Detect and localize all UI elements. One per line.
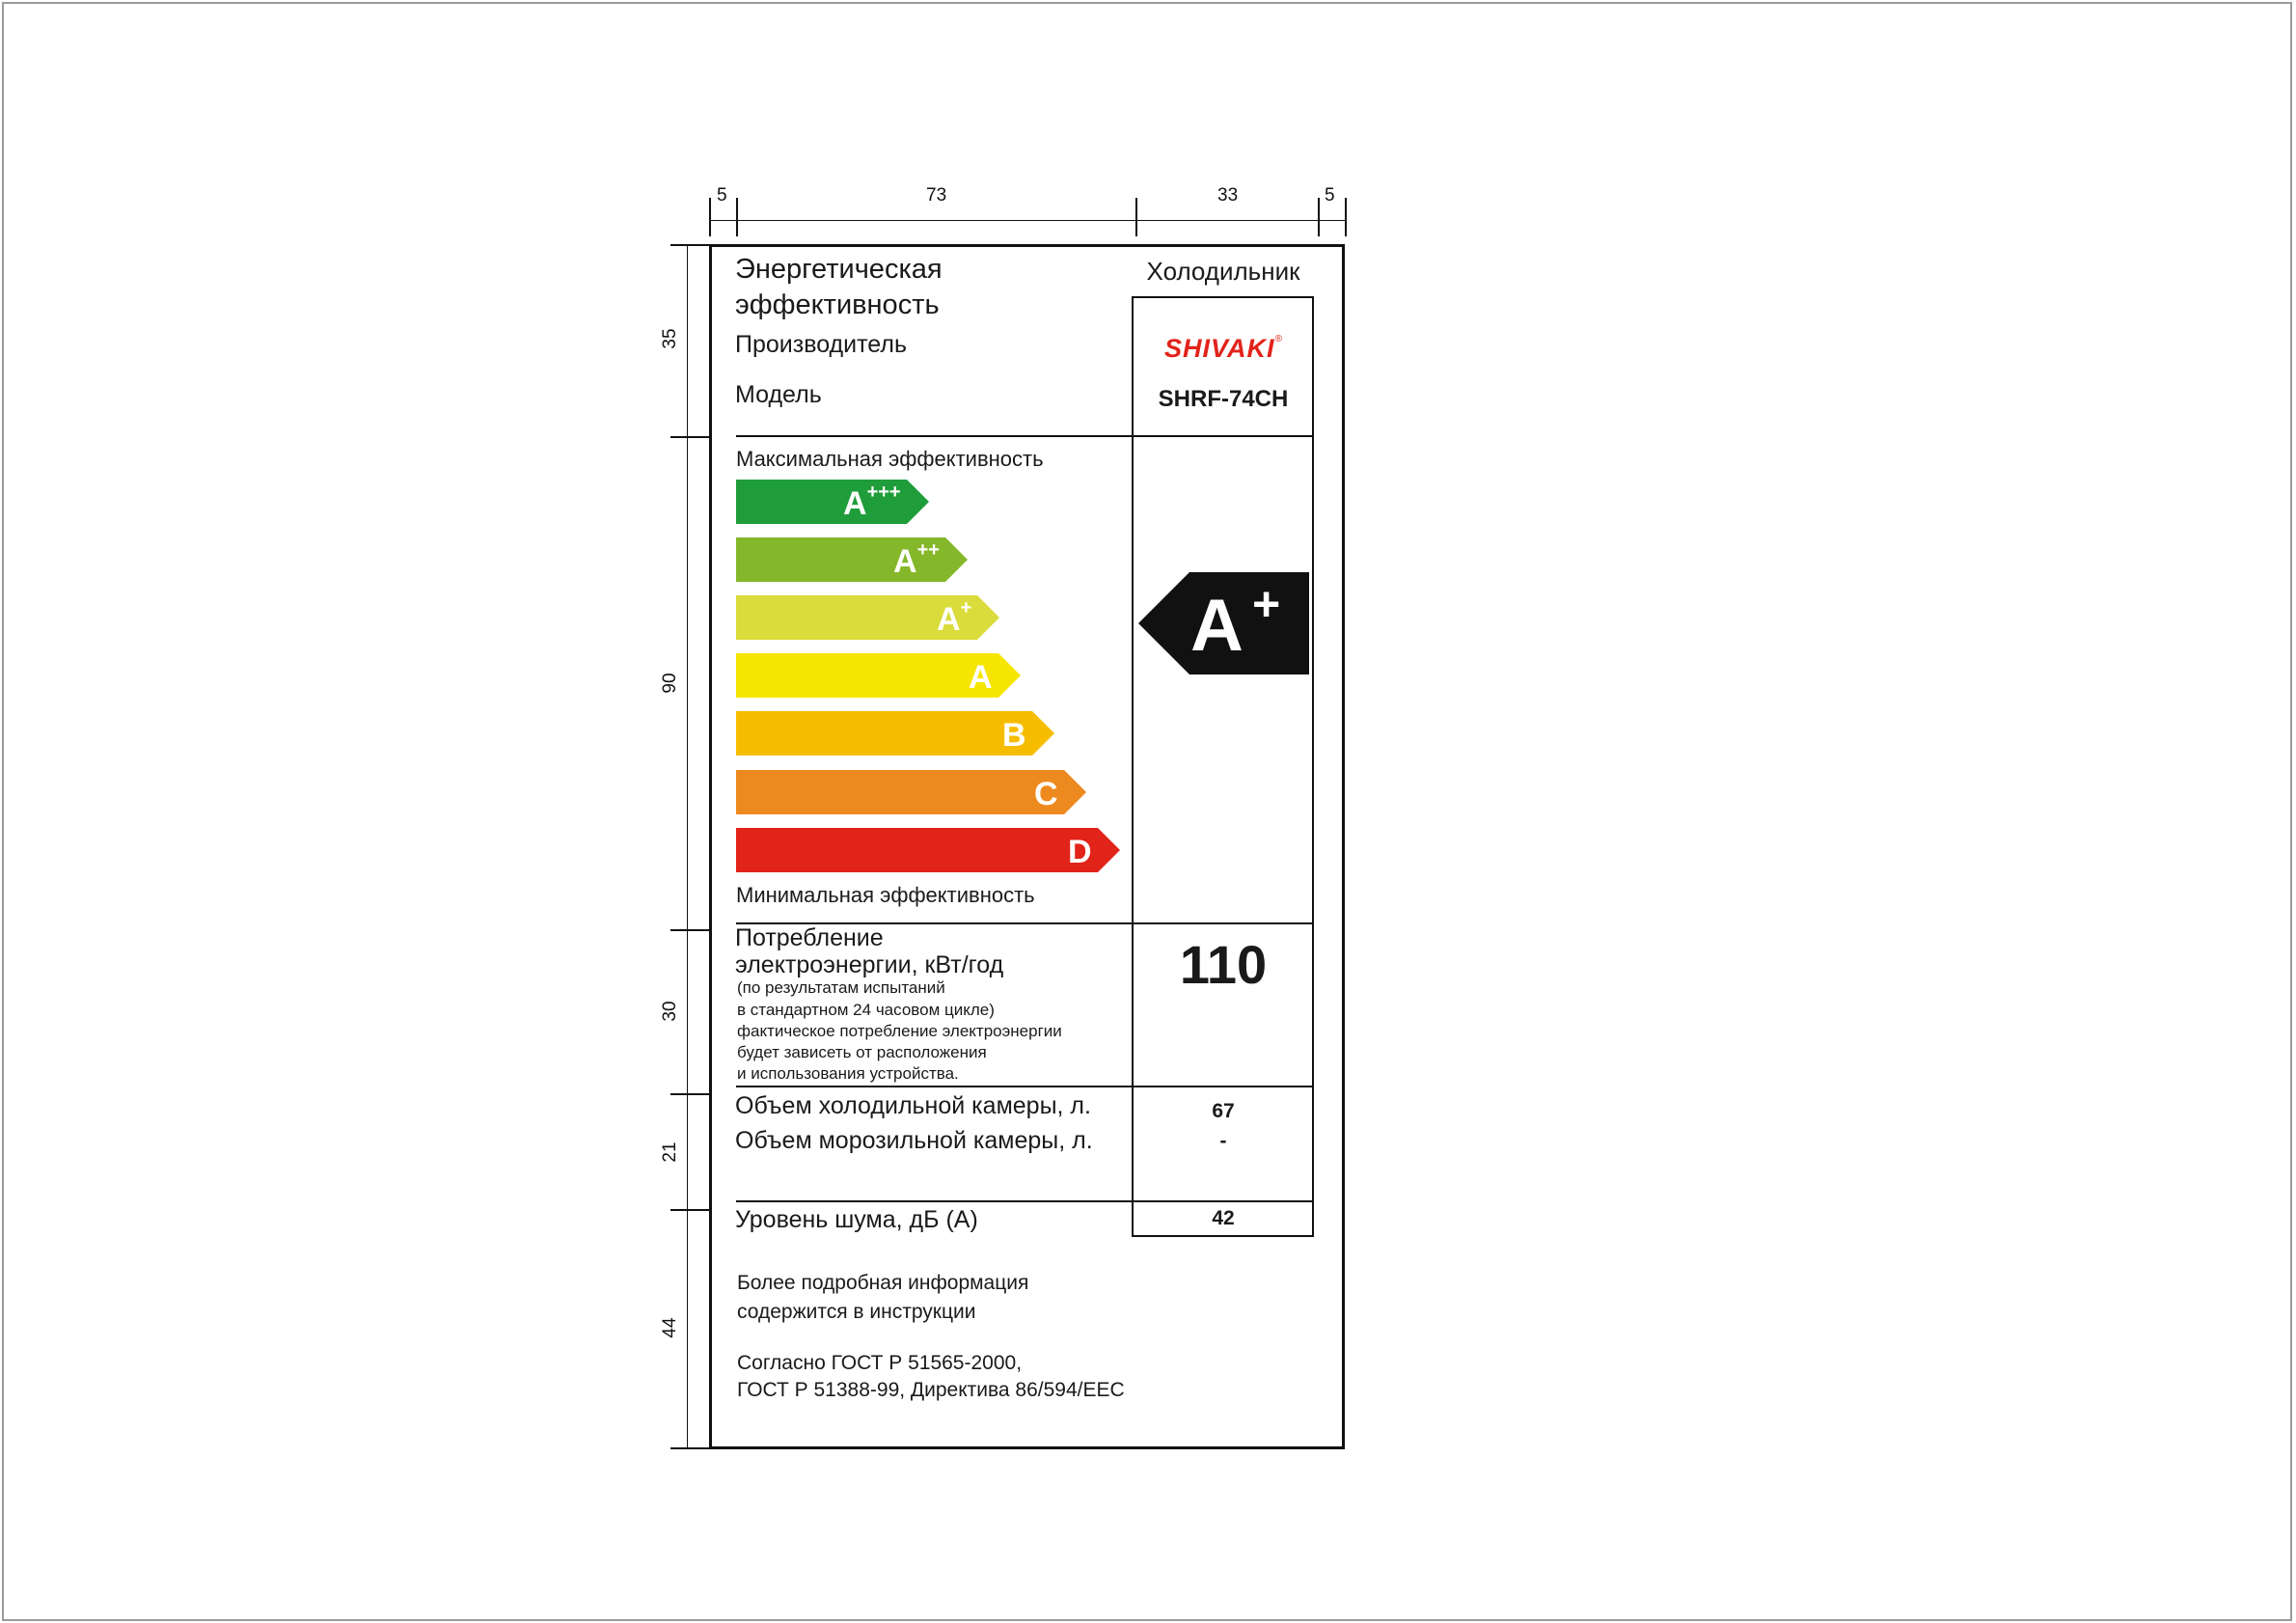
rating-indicator	[1138, 572, 1309, 674]
standards-line1: Согласно ГОСТ Р 51565-2000,	[737, 1352, 1023, 1374]
efficiency-class-letter: A	[969, 659, 993, 696]
value-column-right-border	[1312, 296, 1314, 1237]
efficiency-class-label	[937, 597, 972, 639]
consumption-note-line3: фактическое потребление электроэнергии	[737, 1022, 1062, 1040]
consumption-label-line1: Потребление	[735, 924, 884, 951]
efficiency-class-label	[893, 539, 940, 581]
value-column-left-border	[1132, 296, 1134, 1237]
dim-top-main: 73	[926, 185, 947, 206]
efficiency-class-label	[843, 481, 901, 523]
consumption-note-line5: и использования устройства.	[737, 1064, 959, 1083]
consumption-value: 110	[1179, 934, 1268, 995]
efficiency-class-letter: D	[1068, 834, 1092, 870]
info-line1: Более подробная информация	[737, 1272, 1029, 1294]
dim-tick	[1318, 198, 1320, 236]
dim-left-scale: 90	[660, 673, 680, 694]
efficiency-class-label	[1068, 834, 1092, 871]
dim-top-right-margin: 5	[1325, 185, 1335, 206]
efficiency-class-letter: A	[937, 601, 961, 638]
efficiency-class-bar	[736, 537, 968, 582]
standards-line2: ГОСТ Р 51388-99, Директива 86/594/EEC	[737, 1379, 1125, 1401]
divider-consumption	[736, 1086, 1314, 1087]
consumption-note-line4: будет зависеть от расположения	[737, 1043, 987, 1061]
dim-left-footer: 44	[660, 1317, 680, 1338]
efficiency-class-bar	[736, 480, 929, 524]
efficiency-class-label	[1034, 776, 1058, 813]
efficiency-class-bar	[736, 595, 999, 640]
efficiency-class-bar	[736, 770, 1086, 814]
dim-tick	[670, 244, 709, 246]
brand-registered-mark: ®	[1274, 334, 1282, 344]
dim-tick	[1135, 198, 1137, 236]
efficiency-class-arrow	[736, 828, 1120, 872]
efficiency-class-bar	[736, 711, 1054, 756]
model-value: SHRF-74CH	[1158, 386, 1289, 412]
rating-class-plus: +	[1252, 577, 1281, 631]
efficiency-class-letter: C	[1034, 776, 1058, 812]
brand-logo	[1134, 334, 1312, 364]
title-line2: эффективность	[735, 289, 940, 320]
dim-tick	[670, 1447, 709, 1449]
efficiency-class-letter: A	[893, 543, 917, 580]
freezer-volume-label: Объем морозильной камеры, л.	[735, 1127, 1093, 1154]
title-line1: Энергетическая	[735, 254, 943, 285]
efficiency-class-bar	[736, 653, 1021, 698]
consumption-note-line1: (по результатам испытаний	[737, 978, 945, 997]
efficiency-class-letter: A	[843, 485, 867, 522]
rating-class: A	[1190, 585, 1244, 667]
consumption-note-line2: в стандартном 24 часовом цикле)	[737, 1001, 995, 1019]
brand-name: SHIVAKI	[1164, 334, 1275, 363]
dim-top-value-col: 33	[1217, 185, 1239, 206]
dim-tick	[670, 1093, 709, 1095]
noise-value: 42	[1212, 1207, 1235, 1229]
efficiency-class-plus: +	[960, 597, 972, 619]
dim-tick	[670, 436, 709, 438]
efficiency-class-letter: B	[1002, 717, 1026, 754]
dim-line	[709, 220, 1347, 221]
info-line2: содержится в инструкции	[737, 1301, 976, 1323]
divider-header	[736, 435, 1314, 437]
fridge-volume-value: 67	[1212, 1100, 1235, 1122]
efficiency-class-plus: ++	[916, 539, 940, 561]
min-efficiency-label: Минимальная эффективность	[736, 883, 1035, 907]
dim-tick	[1345, 198, 1347, 236]
appliance-type: Холодильник	[1146, 257, 1300, 286]
noise-label: Уровень шума, дБ (А)	[735, 1206, 978, 1233]
dim-tick	[670, 929, 709, 931]
dim-left-consumption: 30	[660, 1001, 680, 1022]
manufacturer-label: Производитель	[735, 331, 907, 358]
efficiency-class-label	[969, 659, 993, 697]
consumption-label-line2: электроэнергии, кВт/год	[735, 951, 1004, 978]
efficiency-class-label	[1002, 717, 1026, 755]
freezer-volume-value: -	[1219, 1130, 1227, 1152]
dim-tick	[709, 198, 711, 236]
max-efficiency-label: Максимальная эффективность	[736, 447, 1044, 471]
dim-top-left-margin: 5	[717, 185, 727, 206]
dim-vline	[687, 244, 688, 1449]
efficiency-class-plus: +++	[866, 481, 901, 503]
dim-tick	[736, 198, 738, 236]
value-column-top-border	[1132, 296, 1314, 298]
efficiency-class-bar	[736, 828, 1120, 872]
dim-tick	[670, 1209, 709, 1211]
divider-volumes	[736, 1200, 1314, 1202]
dim-left-volumes: 21	[660, 1142, 680, 1163]
value-column-bottom-border	[1132, 1235, 1314, 1237]
dim-left-header: 35	[660, 328, 680, 349]
fridge-volume-label: Объем холодильной камеры, л.	[735, 1092, 1091, 1119]
model-label: Модель	[735, 381, 822, 408]
